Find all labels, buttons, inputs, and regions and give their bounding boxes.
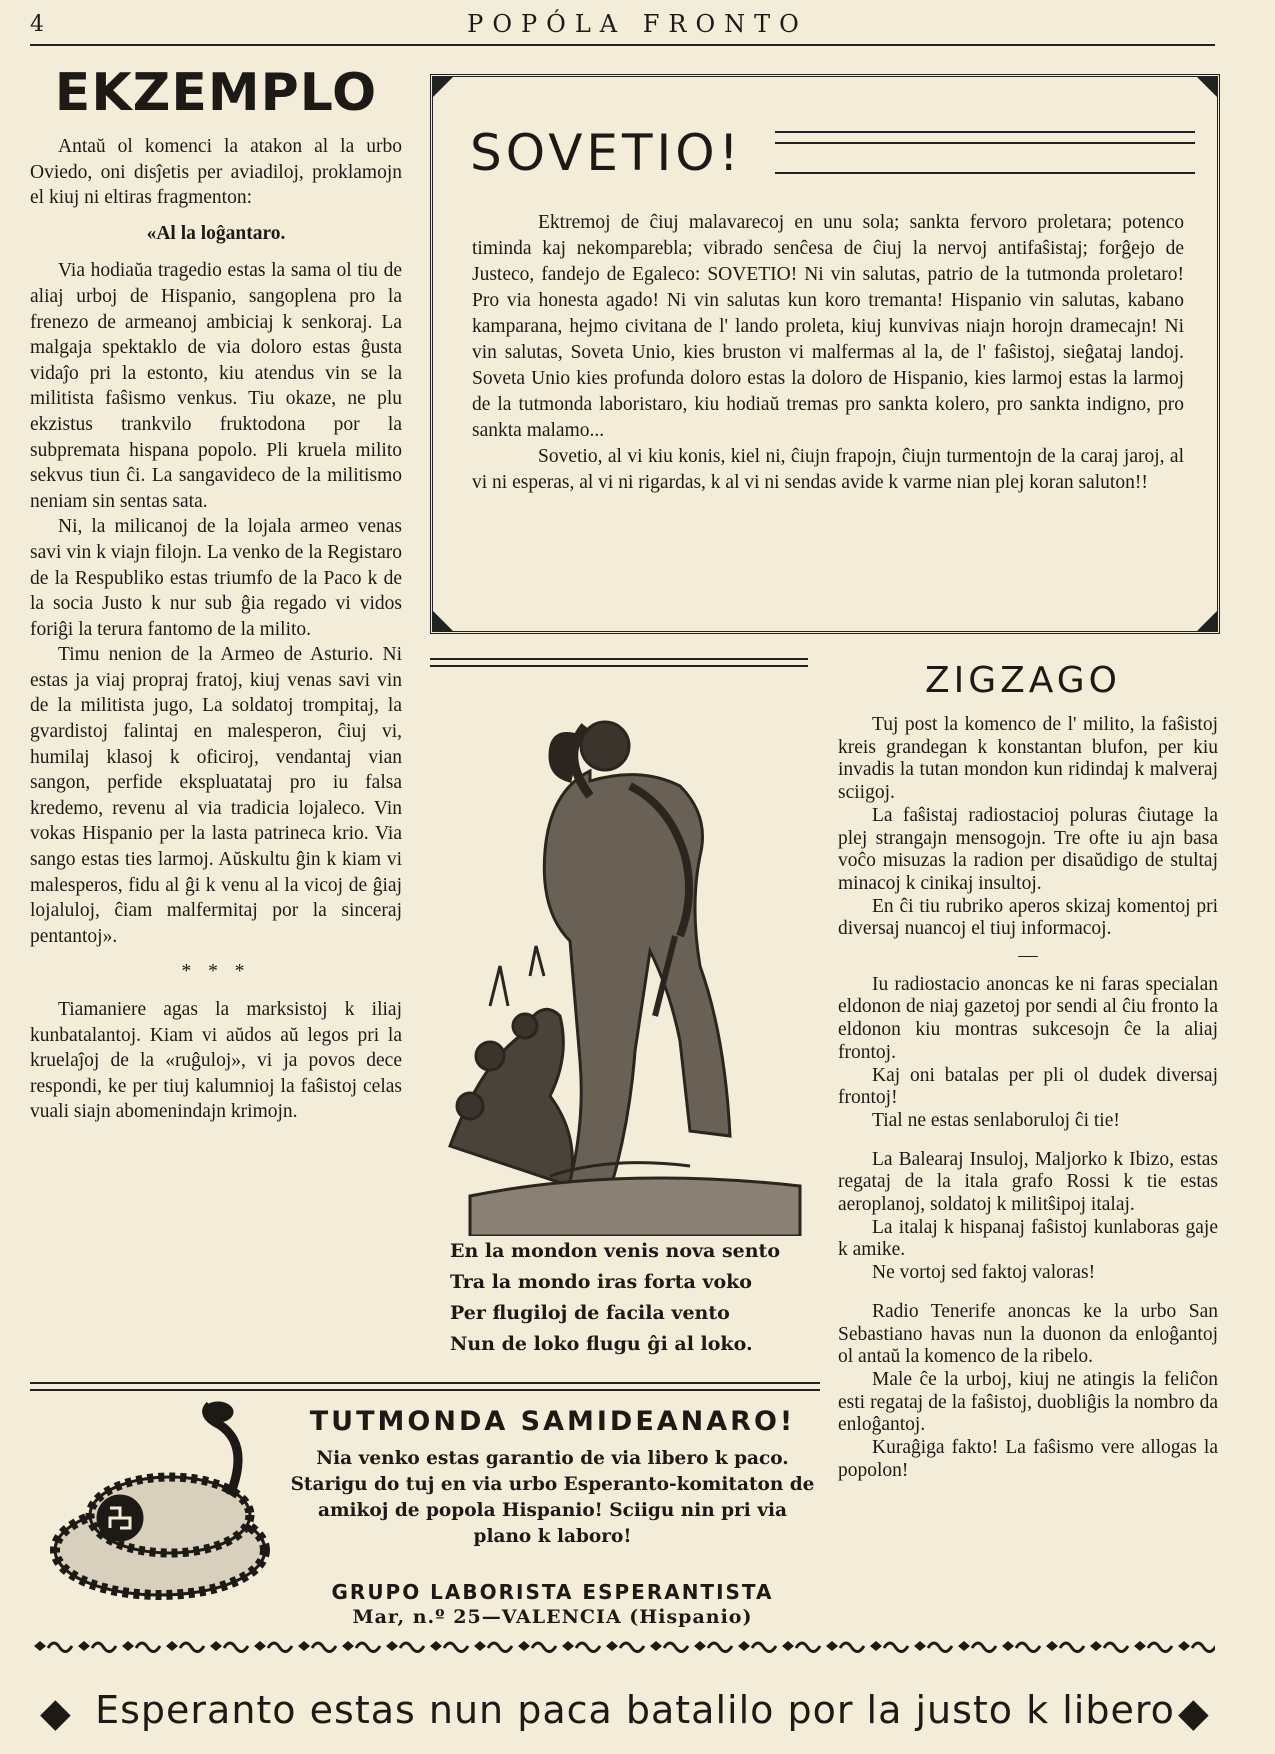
worker-illustration: [430, 676, 810, 1236]
ekzemplo-proclamation-heading: «Al la loĝantaro.: [146, 222, 286, 244]
snake-swastika-icon: [40, 1400, 280, 1610]
poem-line: Per flugiloj de facila vento: [450, 1302, 730, 1324]
zigzago-paragraph: Kaj oni batalas per pli ol dudek diversaj frontoj!: [838, 1064, 1218, 1109]
zigzago-paragraph: Radio Tenerife anoncas ke la urbo San Sebastiano havas nun la duonon da enloĝantoj ol antaŭ la komenco de la ribelo.: [838, 1300, 1218, 1368]
newspaper-title: POPÓLA FRONTO: [467, 10, 808, 38]
poem-line: Tra la mondo iras forta voko: [450, 1271, 752, 1293]
zigzago-paragraph: Male ĉe la urboj, kiuj ne atingis la feliĉon esti regataj de la faŝistoj, duobliĝis la nombro da enloĝantoj.: [838, 1368, 1218, 1436]
item-separator: —: [1018, 945, 1038, 967]
sovetio-article: [472, 210, 1184, 496]
title-rule: [775, 172, 1195, 174]
zigzago-paragraph: La italaj k hispanaj faŝistoj kunlaboras gaje k amike.: [838, 1216, 1218, 1261]
ekzemplo-article: [30, 62, 402, 1125]
ornamental-border: [30, 1634, 1215, 1658]
zigzago-paragraph: La Balearaj Insuloj, Maljorko k Ibizo, estas regataj de la itala grafo Rossi k tie estas aeroplanoj, soldatoj k militŝipoj italaj.: [838, 1148, 1218, 1216]
ekzemplo-paragraph: Timu nenion de la Armeo de Asturio. Ni estas ja viaj propraj fratoj, kiuj venas savi vin de la militista jugo, La soldatoj trompitaj, la gvardistoj falintaj en malesperon, ĉiuj vi, humilaj klasoj k oficiroj, vendantaj vian sangon, perfide ekspluatataj pro iu falsa kredemo, revenu al via tradicia lojaleco. Vin vokas Hispanio per la lasta patrineca krio. Via sango estas ties larmoj. Aŭskultu ĝin k kiam vi malesperos, fidu al ĝi k venu al la vicoj de ĝiaj lojaluloj, ĉiam malfermitaj por la sinceraj pentantoj».: [30, 644, 402, 947]
zigzago-paragraph: En ĉi tiu rubriko aperos skizaj komentoj pri diversaj nuancoj el tiuj informacoj.: [838, 895, 1218, 940]
title-rule: [775, 131, 1195, 133]
title-rule: [775, 142, 1195, 144]
zigzago-title: ZIGZAGO: [924, 660, 1122, 701]
ekzemplo-paragraph: Tiamaniere agas la marksistoj k iliaj kunbatalantoj. Kiam vi aŭdos aŭ legos pri la kruelaĵoj de la «ruĝuloj», vi ja povos dece respondi, ke per tiuj kalumnioj la faŝistoj celas vuali siajn abomenindajn krimojn.: [30, 999, 402, 1123]
ekzemplo-title: EKZEMPLO: [54, 63, 378, 123]
zigzago-article: [838, 714, 1218, 1483]
corner-ornament: [1196, 76, 1218, 98]
header-rule: [30, 44, 1215, 46]
group-address: Mar, n.º 25—VALENCIA (Hispanio): [352, 1606, 753, 1628]
column-rule: [430, 658, 808, 660]
corner-ornament: [432, 76, 454, 98]
poem-line: En la mondon venis nova sento: [450, 1240, 781, 1262]
column-rule: [430, 665, 808, 667]
zigzago-paragraph: Tial ne estas senlaboruloj ĉi tie!: [872, 1109, 1120, 1131]
sovetio-paragraph: Sovetio, al vi kiu konis, kiel ni, ĉiujn frapojn, ĉiujn turmentojn de la caraj jaroj, al vi ni esperas, al vi ni rigardas, k al vi ni sendas avide k varme nian plej koran saluton!!: [472, 446, 1184, 493]
ekzemplo-paragraph: Via hodiaŭa tragedio estas la sama ol tiu de aliaj urboj de Hispanio, sangoplena pro la frenezo de armeanoj ambiciaj k senkoraj. La malgaja spektaklo de via doloro estas ĝusta vidaĵo pri la estonto, kiu atendus vin se la militista faŝismo venkus. Tiu okaze, ne plu ekzistus trankvilo fruktodona por la subpremata hispana popolo. Pli kruela milito sekvus tiun ĉi. La sangavideco de la militismo neniam sin sentas sata.: [30, 260, 402, 512]
poem-line: Nun de loko flugu ĝi al loko.: [450, 1333, 753, 1355]
ekzemplo-paragraph: Antaŭ ol komenci la atakon al la urbo Oviedo, oni disĵetis per aviadiloj, proklamojn el kiuj ni eltiras fragmenton:: [30, 136, 402, 209]
page-number: 4: [30, 12, 44, 37]
diamond-icon: ◆: [40, 1690, 71, 1736]
ekzemplo-paragraph: Ni, la milicanoj de la lojala armeo venas savi vin k viajn filojn. La venko de la Registaro de la Respubliko estas triumfo de la Paco k de la socia Justo k nur sub ĝia regado vi vidos foriĝi la terura fantomo de la milito.: [30, 516, 402, 640]
section-separator: * * *: [181, 961, 251, 983]
zigzago-paragraph: Ne vortoj sed faktoj valoras!: [872, 1262, 1096, 1284]
corner-ornament: [432, 610, 454, 632]
corner-ornament: [1196, 610, 1218, 632]
sovetio-title: SOVETIO!: [470, 124, 743, 182]
appeal-text: Nia venko estas garantio de via libero k paco. Starigu do tuj en via urbo Esperanto-komitaton de amikoj de popola Hispanio! Sciigu nin pri via plano k laboro!: [290, 1448, 815, 1547]
appeal-title: TUTMONDA SAMIDEANARO!: [309, 1406, 796, 1437]
poem: [450, 1236, 810, 1360]
section-rule: [30, 1382, 820, 1384]
zigzago-paragraph: Kuraĝiga fakto! La faŝismo vere allogas la popolon!: [838, 1437, 1218, 1481]
zigzago-paragraph: Iu radiostacio anoncas ke ni faras specialan eldonon de niaj gazetoj por sendi al ĉiu fronto la eldonon kiu montras sukcesojn ĉe la aliaj frontoj.: [838, 973, 1218, 1063]
sovetio-paragraph: Ektremoj de ĉiuj malavarecoj en unu sola; sankta fervoro proletara; potenco timinda kaj nekomparebla; vibrado senĉesa de ĉiuj la nervoj antifaŝistaj; forĝejo de Justeco, fandejo de Egaleco: SOVETIO! Ni vin salutas, patrio de la tutmonda proletaro! Pro via honesta agado! Ni vin salutas kun koro tremanta! Hispanio vin salutas, kabano kamparana, hejmo civitana de l' lando proleta, kiuj kunvivas niajn horojn dramecajn! Ni vin salutas, Soveta Unio, kies bruston vi malfermas al la, de l' faŝistoj, sieĝataj landoj. Soveta Unio kies profunda doloro estas la doloro de Hispanio, kies larmoj estas la larmoj de la tutmonda laboristaro, kiu hodiaŭ tremas pro sankta kolero, pro sankta indigno, pro sankta malamo...: [472, 212, 1184, 441]
diamond-icon: ◆: [1178, 1690, 1209, 1736]
zigzago-paragraph: La faŝistaj radiostacioj poluras ĉiutage la plej strangajn mensogojn. Tre ofte iu ajn basa voĉo misuzas la radion per disaŭdigo de stultaj minacoj k cinikaj insultoj.: [838, 804, 1218, 894]
section-rule: [30, 1389, 820, 1391]
group-name: GRUPO LABORISTA ESPERANTISTA: [331, 1580, 774, 1604]
zigzago-paragraph: Tuj post la komenco de l' milito, la faŝistoj kreis grandegan k konstantan blufon, per kiu invadis la tutan mondon kun ridindaj k malveraj sciigoj.: [838, 714, 1218, 804]
footer-slogan: Esperanto estas nun paca batalilo por la justo k libero: [95, 1688, 1175, 1732]
